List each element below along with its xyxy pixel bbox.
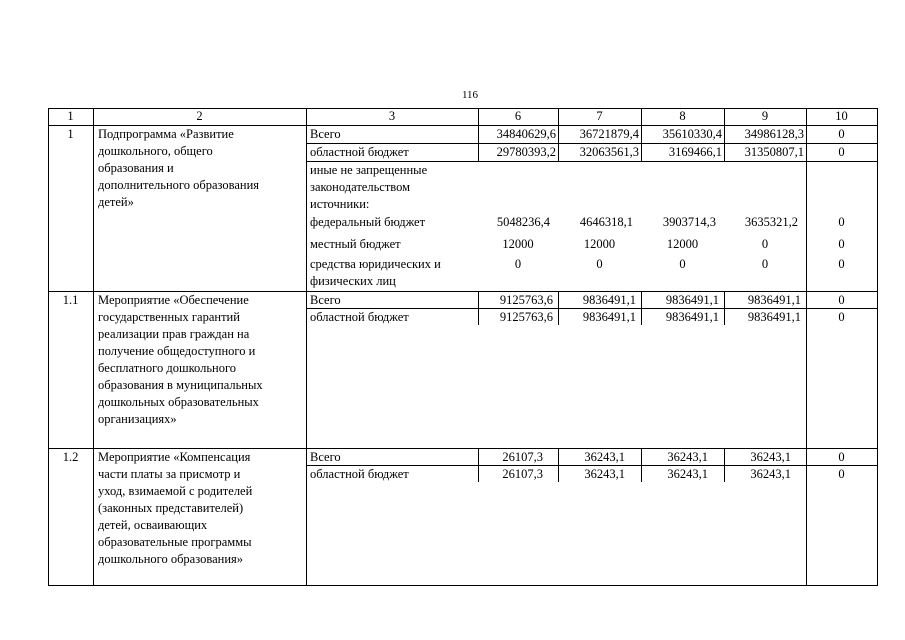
value-cell: 34840629,6 [496, 127, 556, 141]
section-name: Мероприятие «Компенсация части платы за присмотр и уход, взимаемой с родителей (законных представителей) детей, осваивающих образовательные программы дошкольного образования» [98, 450, 253, 566]
value-cell: 5048236,4 [496, 215, 550, 229]
value-cell: 34986128,3 [744, 127, 804, 141]
value-cell: 0 [838, 215, 845, 229]
section-name: Мероприятие «Обеспечение государственных гарантий реализации прав граждан на получение общедоступного и бесплатного дошкольного образования в муниципальных дошкольных образовательных организациях» [98, 293, 263, 426]
header-cell: 7 [596, 109, 603, 123]
value-cell: 3635321,2 [744, 215, 798, 229]
value-cell: 31350807,1 [744, 145, 804, 159]
header-cell: 2 [196, 109, 203, 123]
section-name: Подпрограмма «Развитие дошкольного, общего образования и дополнительного образования детей» [98, 127, 260, 209]
value-cell: 0 [679, 257, 686, 271]
value-cell: 9125763,6 [499, 310, 553, 324]
section-number: 1 [67, 127, 74, 141]
value-cell: 35610330,4 [662, 127, 722, 141]
row-label: Всего [310, 293, 341, 307]
value-cell: 32063561,3 [579, 145, 639, 159]
value-cell: 0 [838, 237, 845, 251]
col-line [306, 108, 307, 585]
value-cell: 3169466,1 [668, 145, 722, 159]
col-line [806, 108, 807, 585]
value-cell: 9836491,1 [582, 310, 636, 324]
value-cell: 0 [838, 450, 845, 464]
value-cell: 12000 [502, 237, 534, 251]
value-cell: 29780393,2 [496, 145, 556, 159]
col-line [93, 108, 94, 585]
value-cell: 12000 [583, 237, 616, 251]
value-cell: 0 [838, 293, 845, 307]
row-label: Всего [310, 450, 341, 464]
table-border-right [877, 108, 878, 585]
header-cell: 10 [835, 109, 848, 123]
value-cell: 0 [596, 257, 603, 271]
value-cell: 4646318,1 [579, 215, 633, 229]
row-label: областной бюджет [310, 310, 409, 324]
header-cell: 6 [514, 109, 522, 123]
budget-table [48, 108, 878, 586]
value-cell: 0 [838, 145, 845, 159]
value-cell: 0 [838, 257, 845, 271]
row-label: областной бюджет [310, 467, 409, 481]
header-cell: 3 [388, 109, 396, 123]
value-cell: 9836491,1 [582, 293, 636, 307]
value-cell: 9836491,1 [665, 293, 719, 307]
section-number: 1.2 [62, 450, 79, 464]
value-cell: 36243,1 [750, 450, 791, 464]
header-cell: 8 [679, 109, 686, 123]
value-cell: 26107,3 [502, 467, 543, 481]
value-cell: 9836491,1 [747, 310, 801, 324]
header-cell: 9 [761, 109, 769, 123]
row-label: средства юридических и физических лиц [310, 257, 441, 288]
row-label: федеральный бюджет [310, 215, 426, 229]
value-cell: 26107,3 [502, 450, 543, 464]
table-border-bottom [48, 585, 878, 586]
value-cell: 12000 [666, 237, 699, 251]
page-number: 116 [461, 89, 479, 101]
value-cell: 0 [761, 257, 769, 271]
value-cell: 36243,1 [750, 467, 791, 481]
value-cell: 9836491,1 [665, 310, 719, 324]
value-cell: 0 [514, 257, 522, 271]
value-cell: 3903714,3 [662, 215, 716, 229]
row-label: областной бюджет [310, 145, 409, 159]
value-cell: 36243,1 [584, 467, 625, 481]
value-cell: 36243,1 [667, 467, 708, 481]
value-cell: 0 [838, 467, 845, 481]
value-cell: 36243,1 [667, 450, 708, 464]
value-cell: 36243,1 [584, 450, 625, 464]
value-cell: 0 [838, 127, 845, 141]
section-number: 1.1 [62, 293, 79, 307]
header-cell: 1 [67, 109, 74, 123]
row-label: местный бюджет [310, 237, 401, 251]
value-cell: 0 [761, 237, 769, 251]
value-cell: 0 [838, 310, 845, 324]
value-cell: 9836491,1 [747, 293, 801, 307]
table-border-left [48, 108, 49, 585]
value-cell: 36721879,4 [579, 127, 639, 141]
value-cell: 9125763,6 [499, 293, 553, 307]
row-label: Всего [310, 127, 341, 141]
row-label: иные не запрещенные законодательством источники: [310, 163, 428, 211]
